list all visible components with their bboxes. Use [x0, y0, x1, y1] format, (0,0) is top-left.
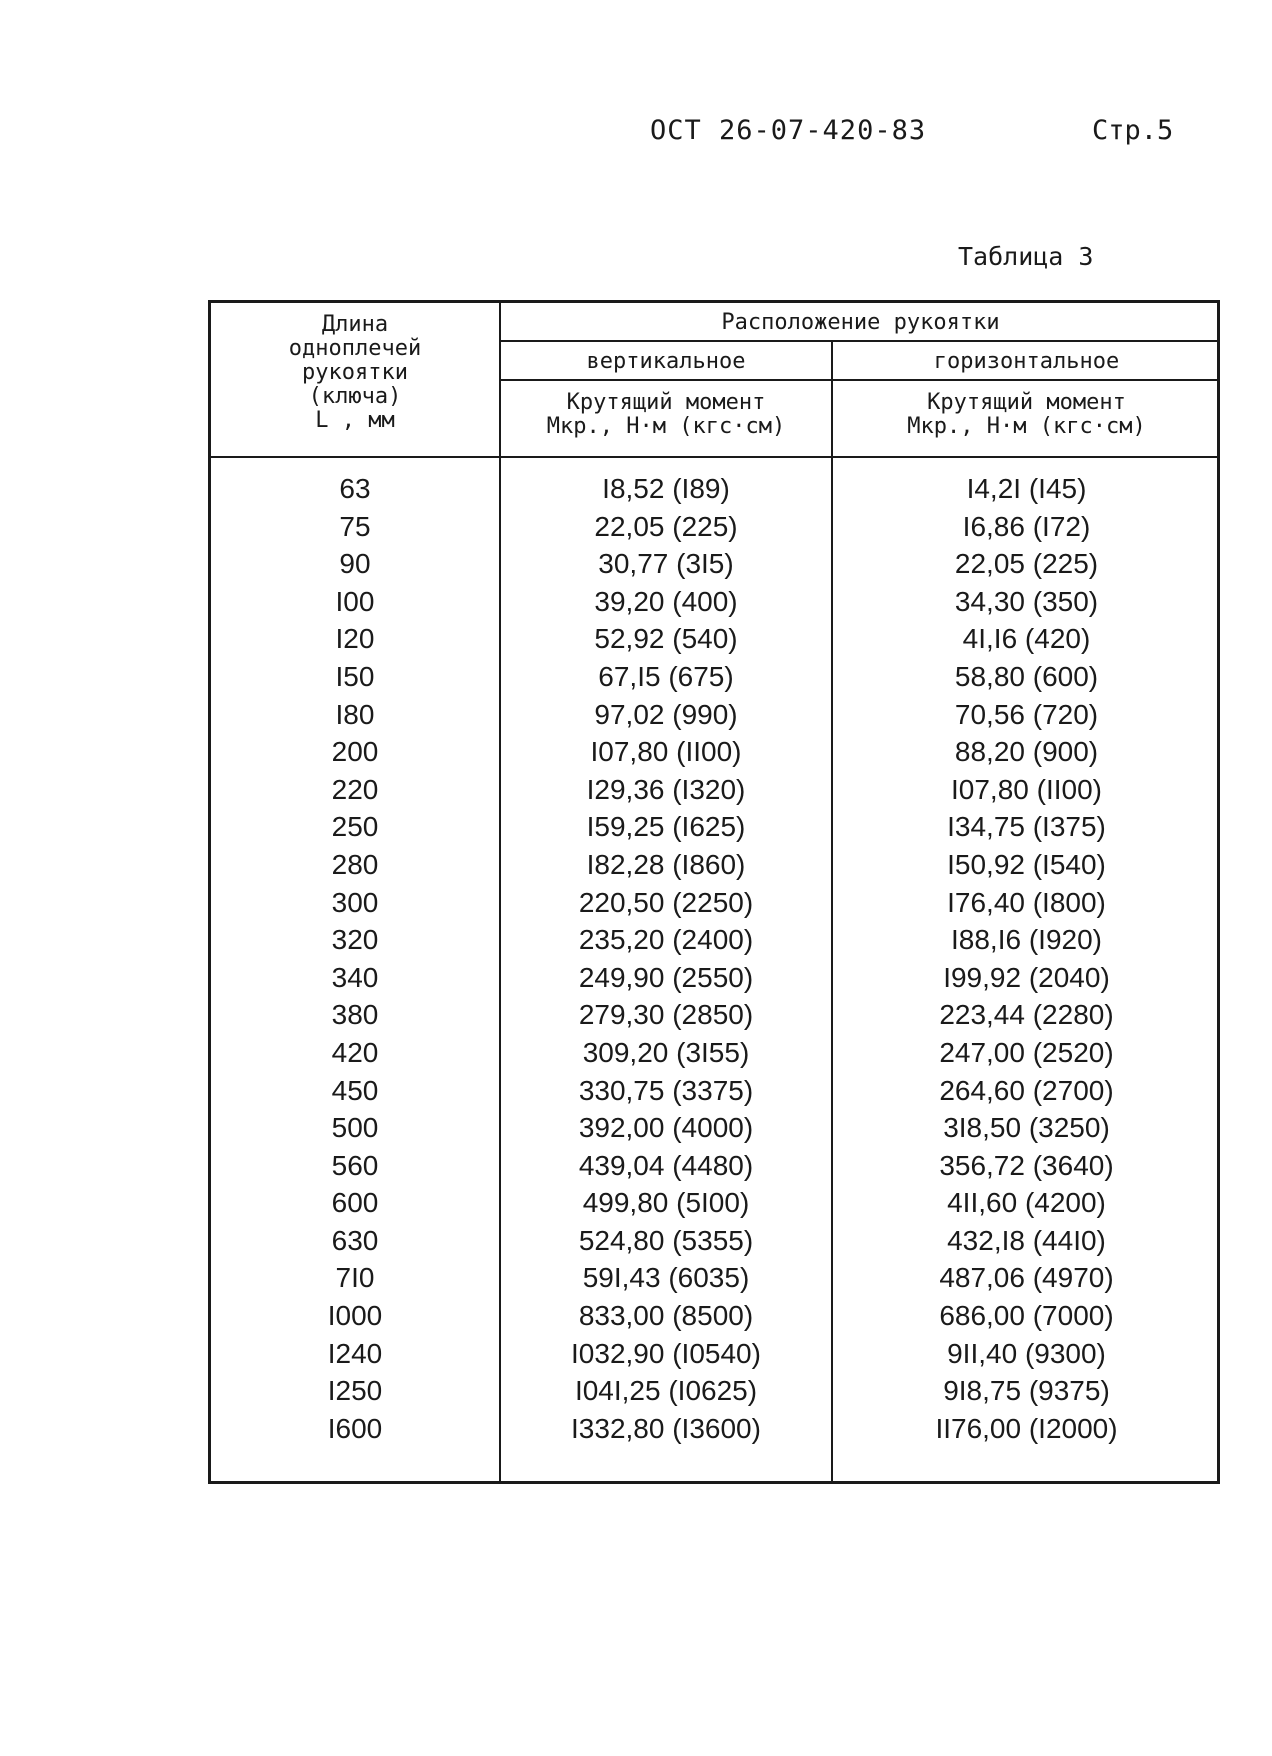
horizontal-moment-cell: 70,56 (720) — [954, 698, 1099, 730]
length-cell: 300 — [331, 886, 379, 918]
table-row — [211, 508, 1217, 546]
horizontal-moment-cell: 686,00 (7000) — [939, 1300, 1114, 1332]
horizontal-moment-cell: 432,I8 (44I0) — [947, 1224, 1106, 1256]
vertical-moment-cell: 97,02 (990) — [594, 698, 738, 730]
table-row — [211, 996, 1217, 1034]
length-cell: 560 — [331, 1149, 379, 1181]
length-cell: 220 — [331, 773, 379, 805]
horizontal-moment-cell: I07,80 (II00) — [951, 773, 1102, 805]
table-row — [211, 846, 1217, 884]
table-row — [211, 884, 1217, 922]
table-row — [211, 1034, 1217, 1072]
moment-label-line: Мкр., Н·м (кгс·см) — [907, 414, 1146, 439]
horizontal-moment-cell: I4,2I (I45) — [966, 473, 1087, 504]
table-row — [211, 545, 1217, 583]
row-divider — [499, 379, 1217, 381]
vertical-moment-cell: 330,75 (3375) — [578, 1074, 754, 1106]
length-cell: 420 — [331, 1036, 379, 1068]
vertical-moment-cell: 39,20 (400) — [594, 585, 738, 617]
table-row — [211, 1259, 1217, 1297]
moment-label-line: Крутящий момент — [927, 390, 1126, 415]
table-row — [211, 808, 1217, 846]
table-body — [211, 470, 1217, 1447]
vertical-moment-cell: I59,25 (I625) — [586, 811, 746, 843]
row-divider — [499, 340, 1217, 342]
horizontal-moment-cell: 487,06 (4970) — [939, 1262, 1114, 1294]
length-cell: I20 — [335, 623, 375, 655]
length-column-header — [211, 313, 499, 433]
horizontal-moment-cell: 264,60 (2700) — [939, 1074, 1114, 1106]
vertical-moment-cell: I032,90 (I0540) — [571, 1337, 761, 1369]
length-cell: 280 — [331, 848, 379, 880]
vertical-moment-cell: 67,I5 (675) — [598, 660, 734, 692]
vertical-moment-cell: 392,00 (4000) — [578, 1112, 754, 1144]
page-number: Стр.5 — [1092, 115, 1174, 146]
table-row — [211, 1109, 1217, 1147]
length-cell: I000 — [327, 1300, 383, 1332]
moment-label-vertical — [501, 391, 831, 439]
length-cell: 90 — [339, 548, 371, 580]
table-row — [211, 1184, 1217, 1222]
horizontal-moment-cell: II76,00 (I2000) — [935, 1412, 1118, 1444]
vertical-moment-cell: I82,28 (I860) — [586, 848, 746, 880]
length-cell: 320 — [331, 924, 379, 956]
header-line: (ключа) — [308, 384, 402, 409]
length-cell: 75 — [339, 510, 371, 542]
length-cell: I250 — [327, 1375, 383, 1407]
vertical-moment-cell: I04I,25 (I0625) — [574, 1375, 758, 1407]
vertical-moment-cell: I07,80 (II00) — [590, 736, 742, 768]
length-cell: I240 — [327, 1337, 383, 1369]
table-row — [211, 696, 1217, 734]
vertical-moment-cell: 309,20 (3I55) — [582, 1036, 750, 1068]
table-row — [211, 733, 1217, 771]
vertical-header: вертикальное — [586, 349, 746, 374]
table-row — [211, 658, 1217, 696]
length-cell: I80 — [335, 698, 375, 730]
horizontal-moment-cell: 3I8,50 (3250) — [943, 1112, 1110, 1144]
length-cell: I600 — [327, 1412, 383, 1444]
vertical-moment-cell: 220,50 (2250) — [578, 886, 754, 918]
horizontal-moment-cell: I76,40 (I800) — [947, 886, 1106, 918]
vertical-moment-cell: 439,04 (4480) — [578, 1149, 754, 1181]
vertical-moment-cell: 30,77 (3I5) — [598, 548, 734, 580]
torque-table — [208, 300, 1220, 1484]
length-cell: 450 — [331, 1074, 379, 1106]
length-cell: 600 — [331, 1187, 379, 1219]
table-row — [211, 1147, 1217, 1185]
vertical-moment-cell: 22,05 (225) — [594, 510, 738, 542]
moment-label-line: Мкр., Н·м (кгс·см) — [546, 414, 786, 439]
header-line: Длина — [321, 312, 389, 337]
horizontal-moment-cell: 58,80 (600) — [954, 660, 1099, 692]
table-row — [211, 771, 1217, 809]
vertical-moment-cell: 235,20 (2400) — [578, 924, 754, 956]
length-cell: 200 — [331, 736, 379, 768]
vertical-moment-cell: 833,00 (8500) — [578, 1300, 754, 1332]
vertical-moment-cell: 279,30 (2850) — [578, 999, 754, 1031]
header-line: L , мм — [315, 408, 395, 433]
table-row — [211, 583, 1217, 621]
header-line: одноплечей — [288, 336, 422, 361]
horizontal-moment-cell: 22,05 (225) — [954, 548, 1099, 580]
table-row — [211, 1372, 1217, 1410]
horizontal-moment-cell: 223,44 (2280) — [939, 999, 1114, 1031]
length-cell: 630 — [331, 1224, 379, 1256]
horizontal-moment-cell: 356,72 (3640) — [939, 1149, 1114, 1181]
table-row — [211, 1297, 1217, 1335]
document-code: ОСТ 26-07-420-83 — [650, 115, 927, 146]
vertical-moment-cell: 59I,43 (6035) — [582, 1262, 750, 1294]
horizontal-moment-cell: 4I,I6 (420) — [962, 623, 1091, 655]
vertical-moment-cell: 249,90 (2550) — [578, 961, 754, 993]
table-row — [211, 921, 1217, 959]
header-line: рукоятки — [302, 360, 408, 385]
horizontal-moment-cell: 247,00 (2520) — [939, 1036, 1114, 1068]
length-cell: 63 — [339, 473, 371, 504]
header-bottom-rule — [211, 456, 1217, 458]
table-row — [211, 1072, 1217, 1110]
group-header: Расположение рукоятки — [721, 310, 1000, 335]
table-row — [211, 1410, 1217, 1448]
vertical-moment-cell: I332,80 (I3600) — [571, 1412, 761, 1444]
horizontal-header: горизонтальное — [933, 349, 1120, 374]
table-row — [211, 1335, 1217, 1373]
vertical-moment-cell: I29,36 (I320) — [586, 773, 746, 805]
vertical-moment-cell: 524,80 (5355) — [578, 1224, 754, 1256]
horizontal-moment-cell: 4II,60 (4200) — [947, 1187, 1106, 1219]
horizontal-moment-cell: I99,92 (2040) — [943, 961, 1110, 993]
horizontal-moment-cell: I34,75 (I375) — [947, 811, 1106, 843]
length-cell: 380 — [331, 999, 379, 1031]
table-row — [211, 1222, 1217, 1260]
moment-label-horizontal — [833, 391, 1220, 439]
horizontal-moment-cell: 9I8,75 (9375) — [943, 1375, 1110, 1407]
moment-label-line: Крутящий момент — [566, 390, 766, 415]
horizontal-moment-cell: I50,92 (I540) — [947, 848, 1106, 880]
vertical-moment-cell: 499,80 (5I00) — [582, 1187, 750, 1219]
length-cell: I00 — [335, 585, 375, 617]
vertical-moment-cell: 52,92 (540) — [594, 623, 738, 655]
table-title: Таблица 3 — [958, 242, 1094, 271]
length-cell: 340 — [331, 961, 379, 993]
length-cell: I50 — [335, 660, 375, 692]
length-cell: 250 — [331, 811, 379, 843]
horizontal-moment-cell: I6,86 (I72) — [962, 510, 1091, 542]
horizontal-moment-cell: 34,30 (350) — [954, 585, 1099, 617]
length-cell: 500 — [331, 1112, 379, 1144]
table-row — [211, 470, 1217, 508]
horizontal-moment-cell: 9II,40 (9300) — [947, 1337, 1106, 1369]
vertical-moment-cell: I8,52 (I89) — [602, 473, 730, 504]
horizontal-moment-cell: 88,20 (900) — [954, 736, 1099, 768]
table-row — [211, 620, 1217, 658]
table-row — [211, 959, 1217, 997]
length-cell: 7I0 — [335, 1262, 375, 1294]
horizontal-moment-cell: I88,I6 (I920) — [951, 924, 1102, 956]
